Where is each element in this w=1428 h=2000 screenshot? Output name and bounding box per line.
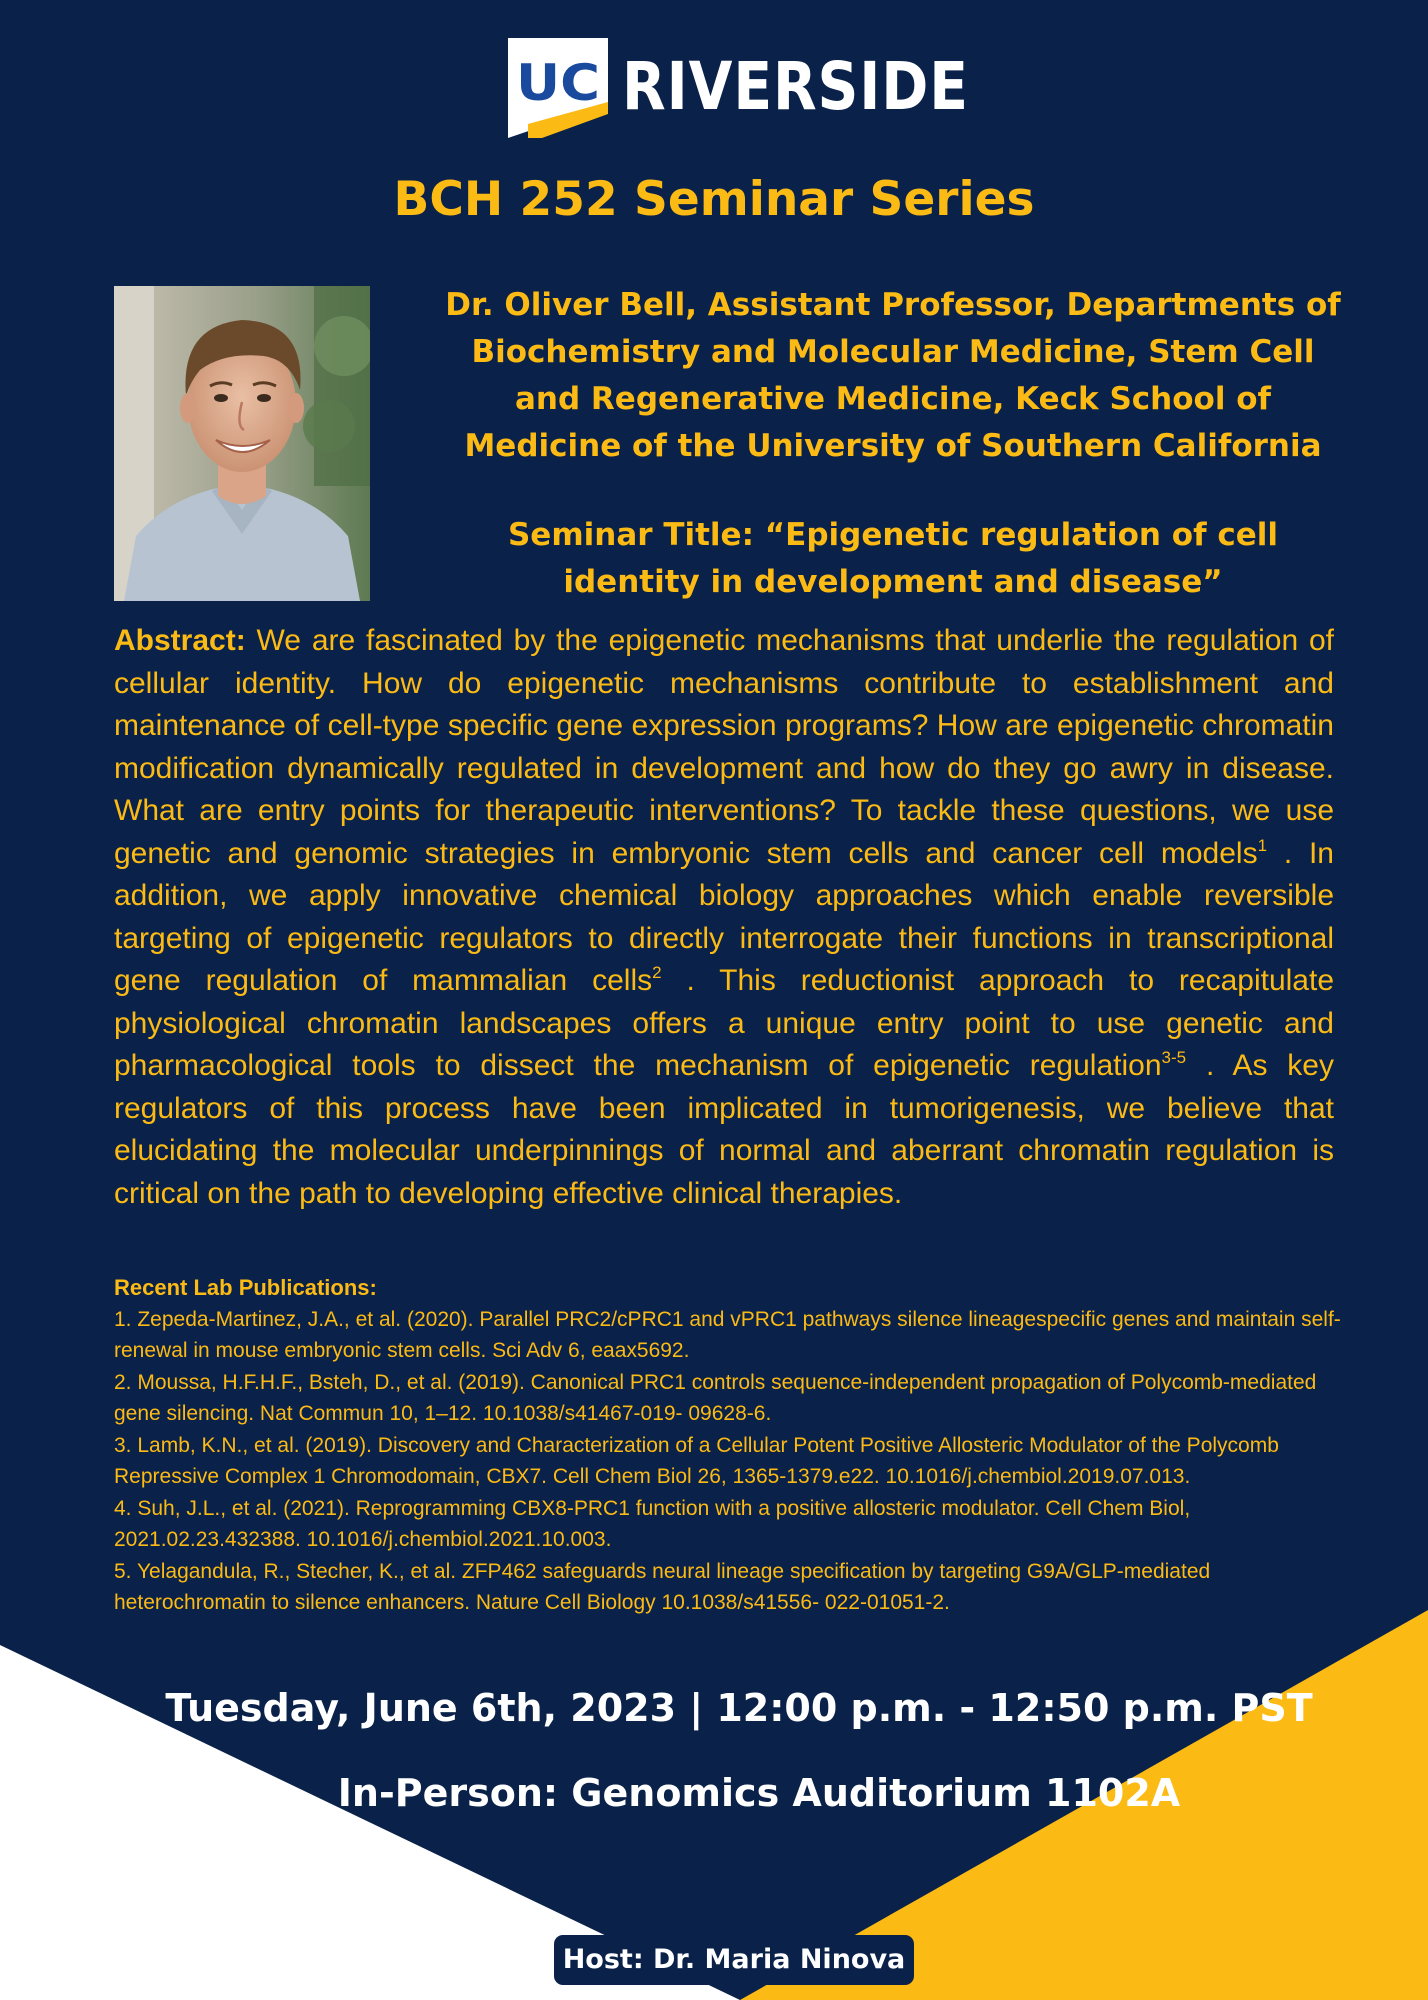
speaker-line: Medicine of the University of Southern California	[464, 428, 1322, 464]
seminar-title	[428, 512, 1358, 606]
uc-logo-mark	[508, 38, 608, 140]
speaker-line: and Regenerative Medicine, Keck School of	[514, 381, 1272, 417]
seminar-title-line: identity in development and disease”	[563, 564, 1223, 600]
abstract-text: . In addition, we apply innovative chemical biology approaches which enable reversible targeting of epigenetic regulators to directly interrogate their functions in transcriptional gene regulation of mammalian cells	[114, 836, 1334, 997]
host-badge: Host: Dr. Maria Ninova	[554, 1935, 914, 1985]
event-location: In-Person: Genomics Auditorium 1102A	[337, 1771, 1181, 1815]
abstract-text: We are fascinated by the epigenetic mechanisms that underlie the regulation of cellular identity. How do epigenetic mechanisms contribute to establishment and maintenance of cell-type specific gene expression programs? How are epigenetic chromatin modification dynamically regulated in development and how do they go awry in disease. What are entry points for therapeutic interventions? To tackle these questions, we use genetic and genomic strategies in embryonic stem cells and cancer cell models	[114, 624, 1334, 870]
series-title: BCH 252 Seminar Series	[393, 172, 1035, 227]
event-date-time: Tuesday, June 6th, 2023 | 12:00 p.m. - 12:50 p.m. PST	[165, 1686, 1313, 1730]
publication-item: 5. Yelagandula, R., Stecher, K., et al. ZFP462 safeguards neural lineage specification by targeting G9A/GLP-mediated heterochromatin to silence enhancers. Nature Cell Biology 10.1038/s41556- 022-01051-2.	[114, 1559, 1211, 1614]
citation-sup: 3-5	[1161, 1048, 1187, 1067]
abstract-text: . This reductionist approach to recapitulate physiological chromatin landscapes offers a unique entry point to use genetic and pharmacological tools to dissect the mechanism of epigenetic regulation	[114, 964, 1334, 1082]
speaker-info	[428, 282, 1358, 470]
publications	[114, 1272, 1344, 1619]
abstract-text: . As key regulators of this process have been implicated in tumorigenesis, we believe that elucidating the molecular underpinnings of normal and aberrant chromatin regulation is critical on the path to developing effective clinical therapies.	[114, 1049, 1334, 1210]
abstract-label: Abstract:	[114, 624, 246, 657]
publication-item: 2. Moussa, H.F.H.F., Bsteh, D., et al. (2019). Canonical PRC1 controls sequence-independent propagation of Polycomb-mediated gene silencing. Nat Commun 10, 1–12. 10.1038/s41467-019- 09628-6.	[114, 1370, 1317, 1425]
publication-item: 1. Zepeda-Martinez, J.A., et al. (2020). Parallel PRC2/cPRC1 and vPRC1 pathways silence lineagespecific genes and maintain self-renewal in mouse embryonic stem cells. Sci Adv 6, eaax5692.	[114, 1307, 1341, 1362]
publication-item: 3. Lamb, K.N., et al. (2019). Discovery and Characterization of a Cellular Potent Positive Allosteric Modulator of the Polycomb Repressive Complex 1 Chromodomain, CBX7. Cell Chem Biol 26, 1365-1379.e22. 10.1016/j.chembiol.2019.07.013.	[114, 1433, 1279, 1488]
citation-sup: 1	[1257, 835, 1268, 855]
speaker-photo	[114, 286, 370, 601]
abstract	[114, 620, 1334, 1215]
uc-logo-text: UC	[516, 54, 600, 112]
citation-sup: 2	[652, 963, 662, 982]
speaker-line: Dr. Oliver Bell, Assistant Professor, Departments of	[445, 287, 1341, 323]
seminar-title-line: Seminar Title: “Epigenetic regulation of cell	[507, 517, 1279, 553]
speaker-line: Biochemistry and Molecular Medicine, Stem Cell	[471, 334, 1315, 370]
publications-heading: Recent Lab Publications:	[114, 1275, 377, 1300]
logo-wordmark: RIVERSIDE	[622, 48, 969, 125]
publication-item: 4. Suh, J.L., et al. (2021). Reprogramming CBX8-PRC1 function with a positive allosteric modulator. Cell Chem Biol, 2021.02.23.432388. 10.1016/j.chembiol.2021.10.003.	[114, 1496, 1191, 1551]
